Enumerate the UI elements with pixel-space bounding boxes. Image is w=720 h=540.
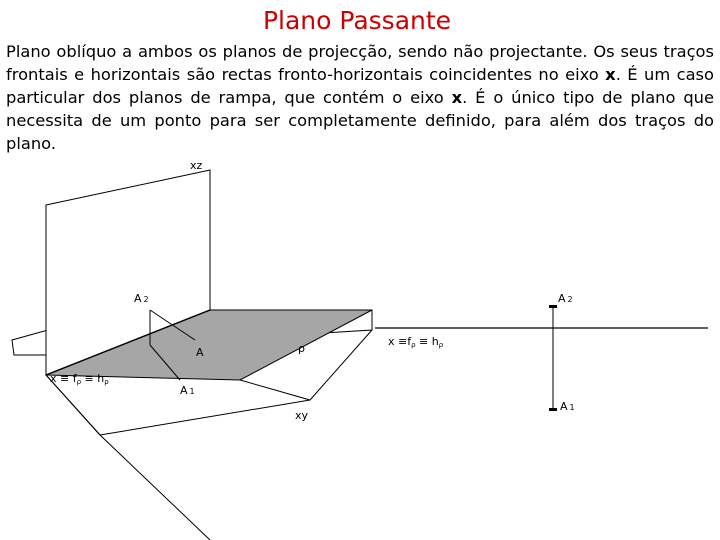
point-A2-marker	[549, 305, 557, 308]
label-rho: ρ	[298, 342, 305, 355]
perspective-view	[12, 159, 372, 540]
label-trace: x ≡ fρ ≡ hρ	[50, 372, 109, 386]
label-A2-projection: A 2	[558, 292, 573, 305]
label-A: A	[196, 346, 204, 359]
page-title: Plano Passante	[262, 6, 452, 35]
label-trace-projection: x ≡fρ ≡ hρ	[388, 335, 444, 349]
label-xz: xz	[190, 159, 203, 172]
description-axis-x1: x	[605, 65, 616, 84]
description-part2: . É um caso particular dos planos de rampa, que contém o eixo	[6, 65, 715, 107]
description-part1: Plano oblíquo a ambos os planos de projecção, sendo não projectante. Os seus traços frontais e horizontais são rectas fronto-horizontais coincidentes no eixo	[6, 42, 714, 84]
description-axis-x2: x	[451, 88, 463, 107]
label-A1: A 1	[180, 384, 195, 397]
label-A2: A 2	[134, 292, 149, 305]
point-A1-marker	[549, 408, 557, 411]
horizontal-plane-lower-edge	[46, 375, 210, 540]
projection-view	[375, 292, 708, 413]
description-part3: . É o único tipo de plano que necessita de um ponto para ser completamente definido, para além dos traços do plano.	[6, 88, 714, 153]
label-A1-projection: A 1	[560, 400, 575, 413]
label-xy: xy	[295, 409, 309, 422]
horizontal-plane-front-edge	[100, 400, 310, 435]
